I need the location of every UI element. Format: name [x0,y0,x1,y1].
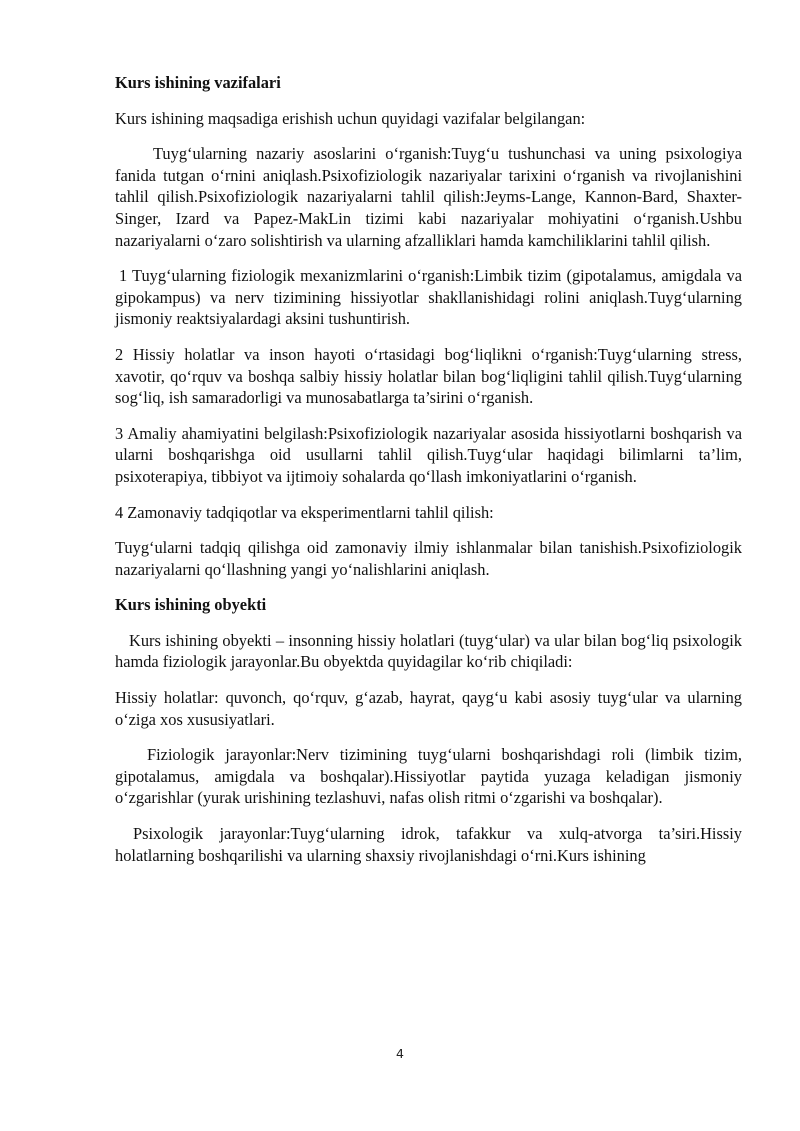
object-psychological-paragraph: Psixologik jarayonlar:Tuyg‘ularning idrok, tafakkur va xulq-atvorga ta’siri.Hissiy holatlarning boshqarilishi va ularning shaxsiy rivojlanishdagi o‘rni.Kurs ishining [115,824,742,865]
task-2-paragraph: 2 Hissiy holatlar va inson hayoti o‘rtasidagi bog‘liqlikni o‘rganish:Tuyg‘ularning stress, xavotir, qo‘rquv va boshqa salbiy hissiy holatlar bilan bog‘liqligini tahlil qilish.Tuyg‘ularning sog‘liq, ish samaradorligi va munosabatlarga ta’sirini o‘rganish. [115,344,742,408]
task-4-paragraph: Tuyg‘ularni tadqiq qilishga oid zamonaviy ilmiy ishlanmalar bilan tanishish.Psixofiziologik nazariyalarni qo‘llashning yangi yo‘nalishlarini aniqlash. [115,538,742,579]
page-number: 4 [396,1046,404,1061]
task-4-heading-paragraph: 4 Zamonaviy tadqiqotlar va eksperimentlarni tahlil qilish: [115,502,494,522]
task-3-paragraph: 3 Amaliy ahamiyatini belgilash:Psixofiziologik nazariyalar asosida hissiyotlarni boshqarish va ularni boshqarishga oid usullarni tahlil qilish.Tuyg‘ular haqidagi bilimlarni ta’lim, psixoterapiya, tibbiyot va ijtimoiy sohalarda qo‘llash imkoniyatlarini o‘rganish. [115,423,742,486]
tasks-intro: Kurs ishining maqsadiga erishish uchun quyidagi vazifalar belgilangan: [115,108,586,128]
object-heading: Kurs ishining obyekti [115,595,267,615]
task-1-paragraph: 1 Tuyg‘ularning fiziologik mexanizmlarini o‘rganish:Limbik tizim (gipotalamus, amigdala va gipokampus) va nerv tizimining hissiyotlar shakllanishidagi rolini aniqlash.Tuyg‘ularning jismoniy reaktsiyalardagi aksini tushuntirish. [115,266,742,329]
object-intro-paragraph: Kurs ishining obyekti – insonning hissiy holatlari (tuyg‘ular) va ular bilan bog‘liq psixologik hamda fiziologik jarayonlar.Bu obyektda quyidagilar ko‘rib chiqiladi: [115,630,742,672]
tasks-heading: Kurs ishining vazifalari [115,73,281,92]
object-emotional-paragraph: Hissiy holatlar: quvonch, qo‘rquv, g‘azab, hayrat, qayg‘u kabi asosiy tuyg‘ular va ularning o‘ziga xos xususiyatlari. [115,688,742,729]
object-physiological-paragraph: Fiziologik jarayonlar:Nerv tizimining tuyg‘ularni boshqarishdagi roli (limbik tizim, gipotalamus, amigdala va boshqalar).Hissiyotlar paytida yuzaga keladigan jismoniy o‘zgarishlar (yurak urishining tezlashuvi, nafas olish ritmi o‘zgarishi va boshqalar). [115,745,742,808]
task-theory-paragraph: Tuyg‘ularning nazariy asoslarini o‘rganish:Tuyg‘u tushunchasi va uning psixologiya fanida tutgan o‘rnini aniqlash.Psixofiziologik nazariyalar tarixini o‘rganish va rivojlanishini tahlil qilish.Psixofiziologik nazariyalarni tahlil qilish:Jeyms-Lange, Kannon-Bard, Shaxter-Singer, Izard va Papez-MakLin tizimi kabi nazariyalar mohiyatini o‘rganish.Ushbu nazariyalarni o‘zaro solishtirish va ularning afzalliklari hamda kamchiliklarini tahlil qilish. [115,144,742,250]
document-page [115,72,742,880]
